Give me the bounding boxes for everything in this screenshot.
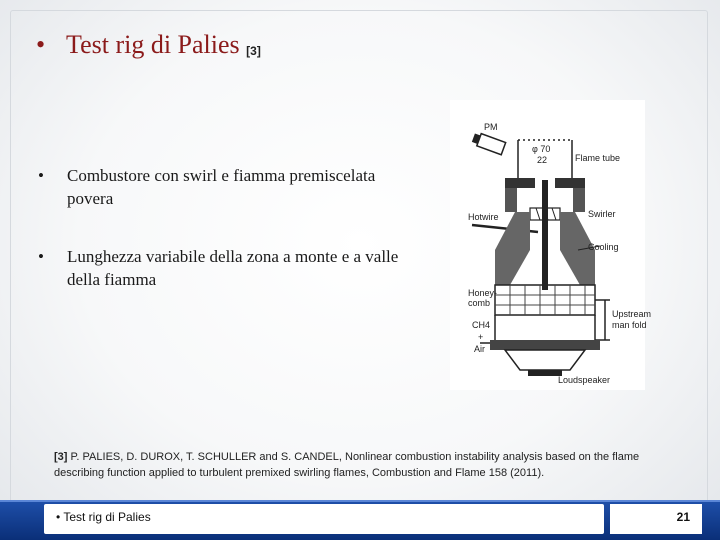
bullet-item xyxy=(38,164,418,210)
footer-bar xyxy=(0,500,720,540)
title-reference: [3] xyxy=(246,44,261,58)
title-text: Test rig di Palies xyxy=(66,30,240,59)
label-phi70: φ 70 xyxy=(532,144,551,154)
bullet-text: Combustore con swirl e fiamma premiscelata povera xyxy=(67,166,376,208)
label-honey: Honey- xyxy=(468,288,498,298)
upstream-manifold xyxy=(495,300,610,340)
label-ch4: CH4 xyxy=(472,320,491,330)
label-upstream: Upstream xyxy=(612,309,652,319)
bullet-dot: • xyxy=(38,166,44,185)
label-hotwire: Hotwire xyxy=(468,212,499,222)
bullet-dot: • xyxy=(38,247,44,266)
title-bullet: • xyxy=(36,30,46,59)
pm-sensor xyxy=(471,132,506,155)
bullet-text: Lunghezza variabile della zona a monte e a valle della fiamma xyxy=(67,247,399,289)
footer-title: • Test rig di Palies xyxy=(56,510,151,524)
bullet-item xyxy=(38,245,418,291)
label-22: 22 xyxy=(537,155,548,165)
page-number: 21 xyxy=(610,504,702,534)
label-manifold: man fold xyxy=(612,320,647,330)
label-comb: comb xyxy=(468,298,491,308)
label-cooling: Cooling xyxy=(588,242,619,252)
footer-title-box xyxy=(44,504,604,534)
loudspeaker xyxy=(490,340,600,376)
reference-tag: [3] xyxy=(54,451,68,463)
label-plus: + xyxy=(478,332,484,342)
test-rig-drawing xyxy=(450,100,652,390)
label-loudspeaker: Loudspeaker xyxy=(558,375,611,385)
label-swirler: Swirler xyxy=(588,209,616,219)
slide-title xyxy=(36,30,261,70)
reference-text: P. PALIES, D. DUROX, T. SCHULLER and S. CANDEL, Nonlinear combustion instability analysis based on the flame describing function applied to turbulent premixed swirling flames, Combustion and Flame 158 (2011). xyxy=(54,451,640,479)
label-flame-tube: Flame tube xyxy=(575,153,621,163)
reference-note xyxy=(54,449,674,481)
test-rig-diagram xyxy=(450,100,652,390)
label-pm: PM xyxy=(484,122,498,132)
label-air: Air xyxy=(474,344,485,354)
